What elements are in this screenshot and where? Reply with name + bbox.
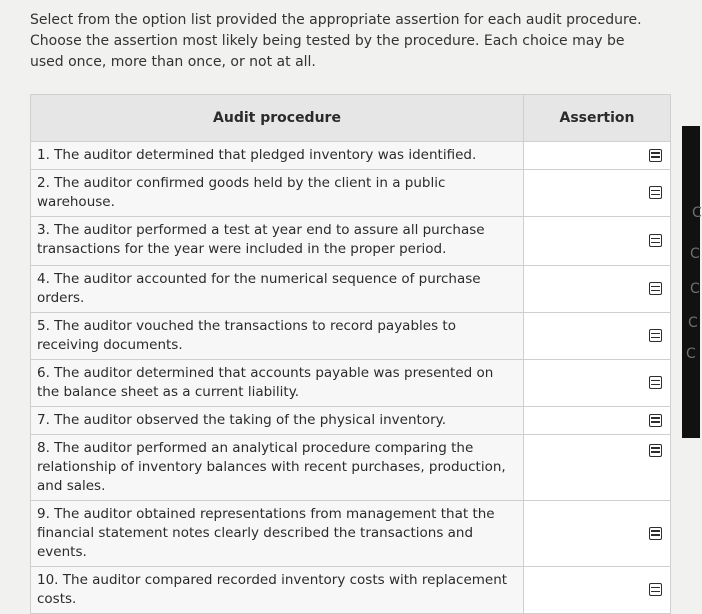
option-letter: C (692, 205, 702, 221)
procedure-text-2: 2. The auditor confirmed goods held by the client in a public warehouse. (31, 170, 524, 217)
table-row (31, 313, 671, 360)
table-row (31, 407, 671, 435)
table-row (31, 170, 671, 217)
option-letter: C (690, 281, 700, 297)
assertion-select-2[interactable] (524, 170, 671, 217)
list-select-icon[interactable] (649, 444, 662, 457)
procedure-text-1: 1. The auditor determined that pledged inventory was identified. (31, 142, 524, 170)
instructions-text: Select from the option list provided the appropriate assertion for each audit procedure. Choose the assertion most likely being tested by the procedure. Each choice may be used once, more than once, or not at all. (30, 12, 642, 70)
procedure-text-4: 4. The auditor accounted for the numerical sequence of purchase orders. (31, 266, 524, 313)
procedure-text-8: 8. The auditor performed an analytical procedure comparing the relationship of inventory balances with recent purchases, production, and sales. (31, 435, 524, 501)
table-row (31, 142, 671, 170)
assertion-select-8[interactable] (524, 435, 671, 501)
assertion-select-4[interactable] (524, 266, 671, 313)
audit-procedure-table (30, 94, 671, 614)
assertion-header: Assertion (524, 95, 671, 142)
assertion-select-5[interactable] (524, 313, 671, 360)
assertion-select-1[interactable] (524, 142, 671, 170)
list-select-icon[interactable] (649, 414, 662, 427)
table-header-row (31, 95, 671, 142)
assertion-select-6[interactable] (524, 360, 671, 407)
audit-procedure-header: Audit procedure (31, 95, 524, 142)
table-row (31, 266, 671, 313)
list-select-icon[interactable] (649, 376, 662, 389)
list-select-icon[interactable] (649, 186, 662, 199)
procedure-text-7: 7. The auditor observed the taking of the physical inventory. (31, 407, 524, 435)
assertion-select-7[interactable] (524, 407, 671, 435)
assertion-select-3[interactable] (524, 217, 671, 266)
table-row (31, 435, 671, 501)
assertion-select-10[interactable] (524, 567, 671, 614)
procedure-text-6: 6. The auditor determined that accounts payable was presented on the balance sheet as a current liability. (31, 360, 524, 407)
option-letter: C (690, 246, 700, 262)
table-row (31, 501, 671, 567)
list-select-icon[interactable] (649, 282, 662, 295)
option-letter: C (688, 315, 698, 331)
list-select-icon[interactable] (649, 149, 662, 162)
list-select-icon[interactable] (649, 329, 662, 342)
assertion-select-9[interactable] (524, 501, 671, 567)
list-select-icon[interactable] (649, 234, 662, 247)
procedure-text-10: 10. The auditor compared recorded inventory costs with replacement costs. (31, 567, 524, 614)
list-select-icon[interactable] (649, 583, 662, 596)
table-row (31, 360, 671, 407)
procedure-text-5: 5. The auditor vouched the transactions to record payables to receiving documents. (31, 313, 524, 360)
option-letter: C (686, 346, 696, 362)
list-select-icon[interactable] (649, 527, 662, 540)
table-row (31, 217, 671, 266)
procedure-text-9: 9. The auditor obtained representations from management that the financial statement notes clearly described the transactions and events. (31, 501, 524, 567)
table-row (31, 567, 671, 614)
procedure-text-3: 3. The auditor performed a test at year end to assure all purchase transactions for the year were included in the proper period. (31, 217, 524, 266)
